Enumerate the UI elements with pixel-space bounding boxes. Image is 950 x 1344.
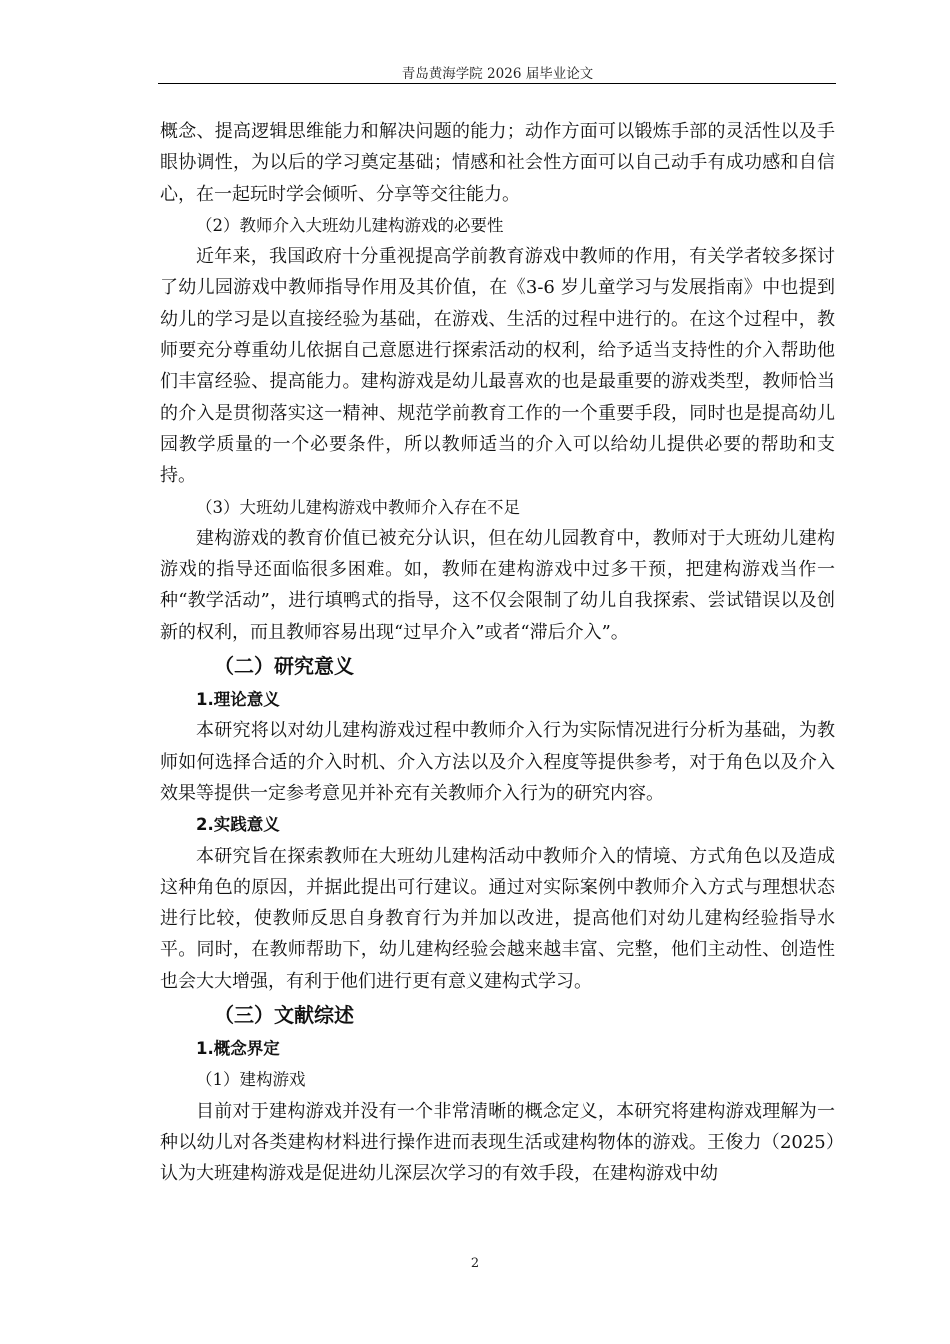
paragraph: 本研究旨在探索教师在大班幼儿建构活动中教师介入的情境、方式角色以及造成这种角色的原因，并据此提出可行建议。通过对实际案例中教师介入方式与理想状态进行比较，使教师反思自身教育行为并加以改进，提高他们对幼儿建构经验指导水平。同时，在教师帮助下，幼儿建构经验会越来越丰富、完整，他们主动性、创造性也会大大增强，有利于他们进行更有意义建构式学习。 xyxy=(160,845,835,992)
subheading: （3）大班幼儿建构游戏中教师介入存在不足 xyxy=(196,497,520,517)
subheading: （1）建构游戏 xyxy=(196,1070,306,1090)
section-heading: （三）文献综述 xyxy=(214,1003,354,1028)
running-header: 青岛黄海学院 2026 届毕业论文 xyxy=(401,66,594,82)
paragraph: 本研究将以对幼儿建构游戏过程中教师介入行为实际情况进行分析为基础，为教师如何选择合适的介入时机、介入方法以及介入程度等提供参考，对于角色以及介入效果等提供一定参考意见并补充有关教师介入行为的研究内容。 xyxy=(160,720,835,804)
page-number: 2 xyxy=(470,1256,480,1271)
subsection-heading: 1.概念界定 xyxy=(196,1039,280,1059)
header-rule xyxy=(158,83,836,84)
paragraph: 建构游戏的教育价值已被充分认识，但在幼儿园教育中，教师对于大班幼儿建构游戏的指导还面临很多困难。如，教师在建构游戏中过多干预，把建构游戏当作一种“教学活动”，进行填鸭式的指导，这不仅会限制了幼儿自我探索、尝试错误以及创新的权利，而且教师容易出现“过早介入”或者“滞后介入”。 xyxy=(160,527,835,643)
subsection-heading: 1.理论意义 xyxy=(196,690,280,710)
paragraph: 近年来，我国政府十分重视提高学前教育游戏中教师的作用，有关学者较多探讨了幼儿园游戏中教师指导作用及其价值，在《3-6 岁儿童学习与发展指南》中也提到幼儿的学习是以直接经验为基础，在游戏、生活的过程中进行的。在这个过程中，教师要充分尊重幼儿依据自己意愿进行探索活动的权利，给予适当支持性的介入帮助他们丰富经验、提高能力。建构游戏是幼儿最喜欢的也是最重要的游戏类型，教师恰当的介入是贯彻落实这一精神、规范学前教育工作的一个重要手段，同时也是提高幼儿园教学质量的一个必要条件，所以教师适当的介入可以给幼儿提供必要的帮助和支持。 xyxy=(160,246,835,487)
subsection-heading: 2.实践意义 xyxy=(196,815,280,835)
section-heading: （二）研究意义 xyxy=(214,654,354,679)
paragraph: 概念、提高逻辑思维能力和解决问题的能力；动作方面可以锻炼手部的灵活性以及手眼协调性，为以后的学习奠定基础；情感和社会性方面可以自己动手有成功感和自信心，在一起玩时学会倾听、分享等交往能力。 xyxy=(160,121,835,205)
subheading: （2）教师介入大班幼儿建构游戏的必要性 xyxy=(196,215,504,235)
page-body xyxy=(160,116,835,1190)
paragraph: 目前对于建构游戏并没有一个非常清晰的概念定义，本研究将建构游戏理解为一种以幼儿对各类建构材料进行操作进而表现生活或建构物体的游戏。王俊力（2025）认为大班建构游戏是促进幼儿深层次学习的有效手段，在建构游戏中幼 xyxy=(160,1100,835,1185)
